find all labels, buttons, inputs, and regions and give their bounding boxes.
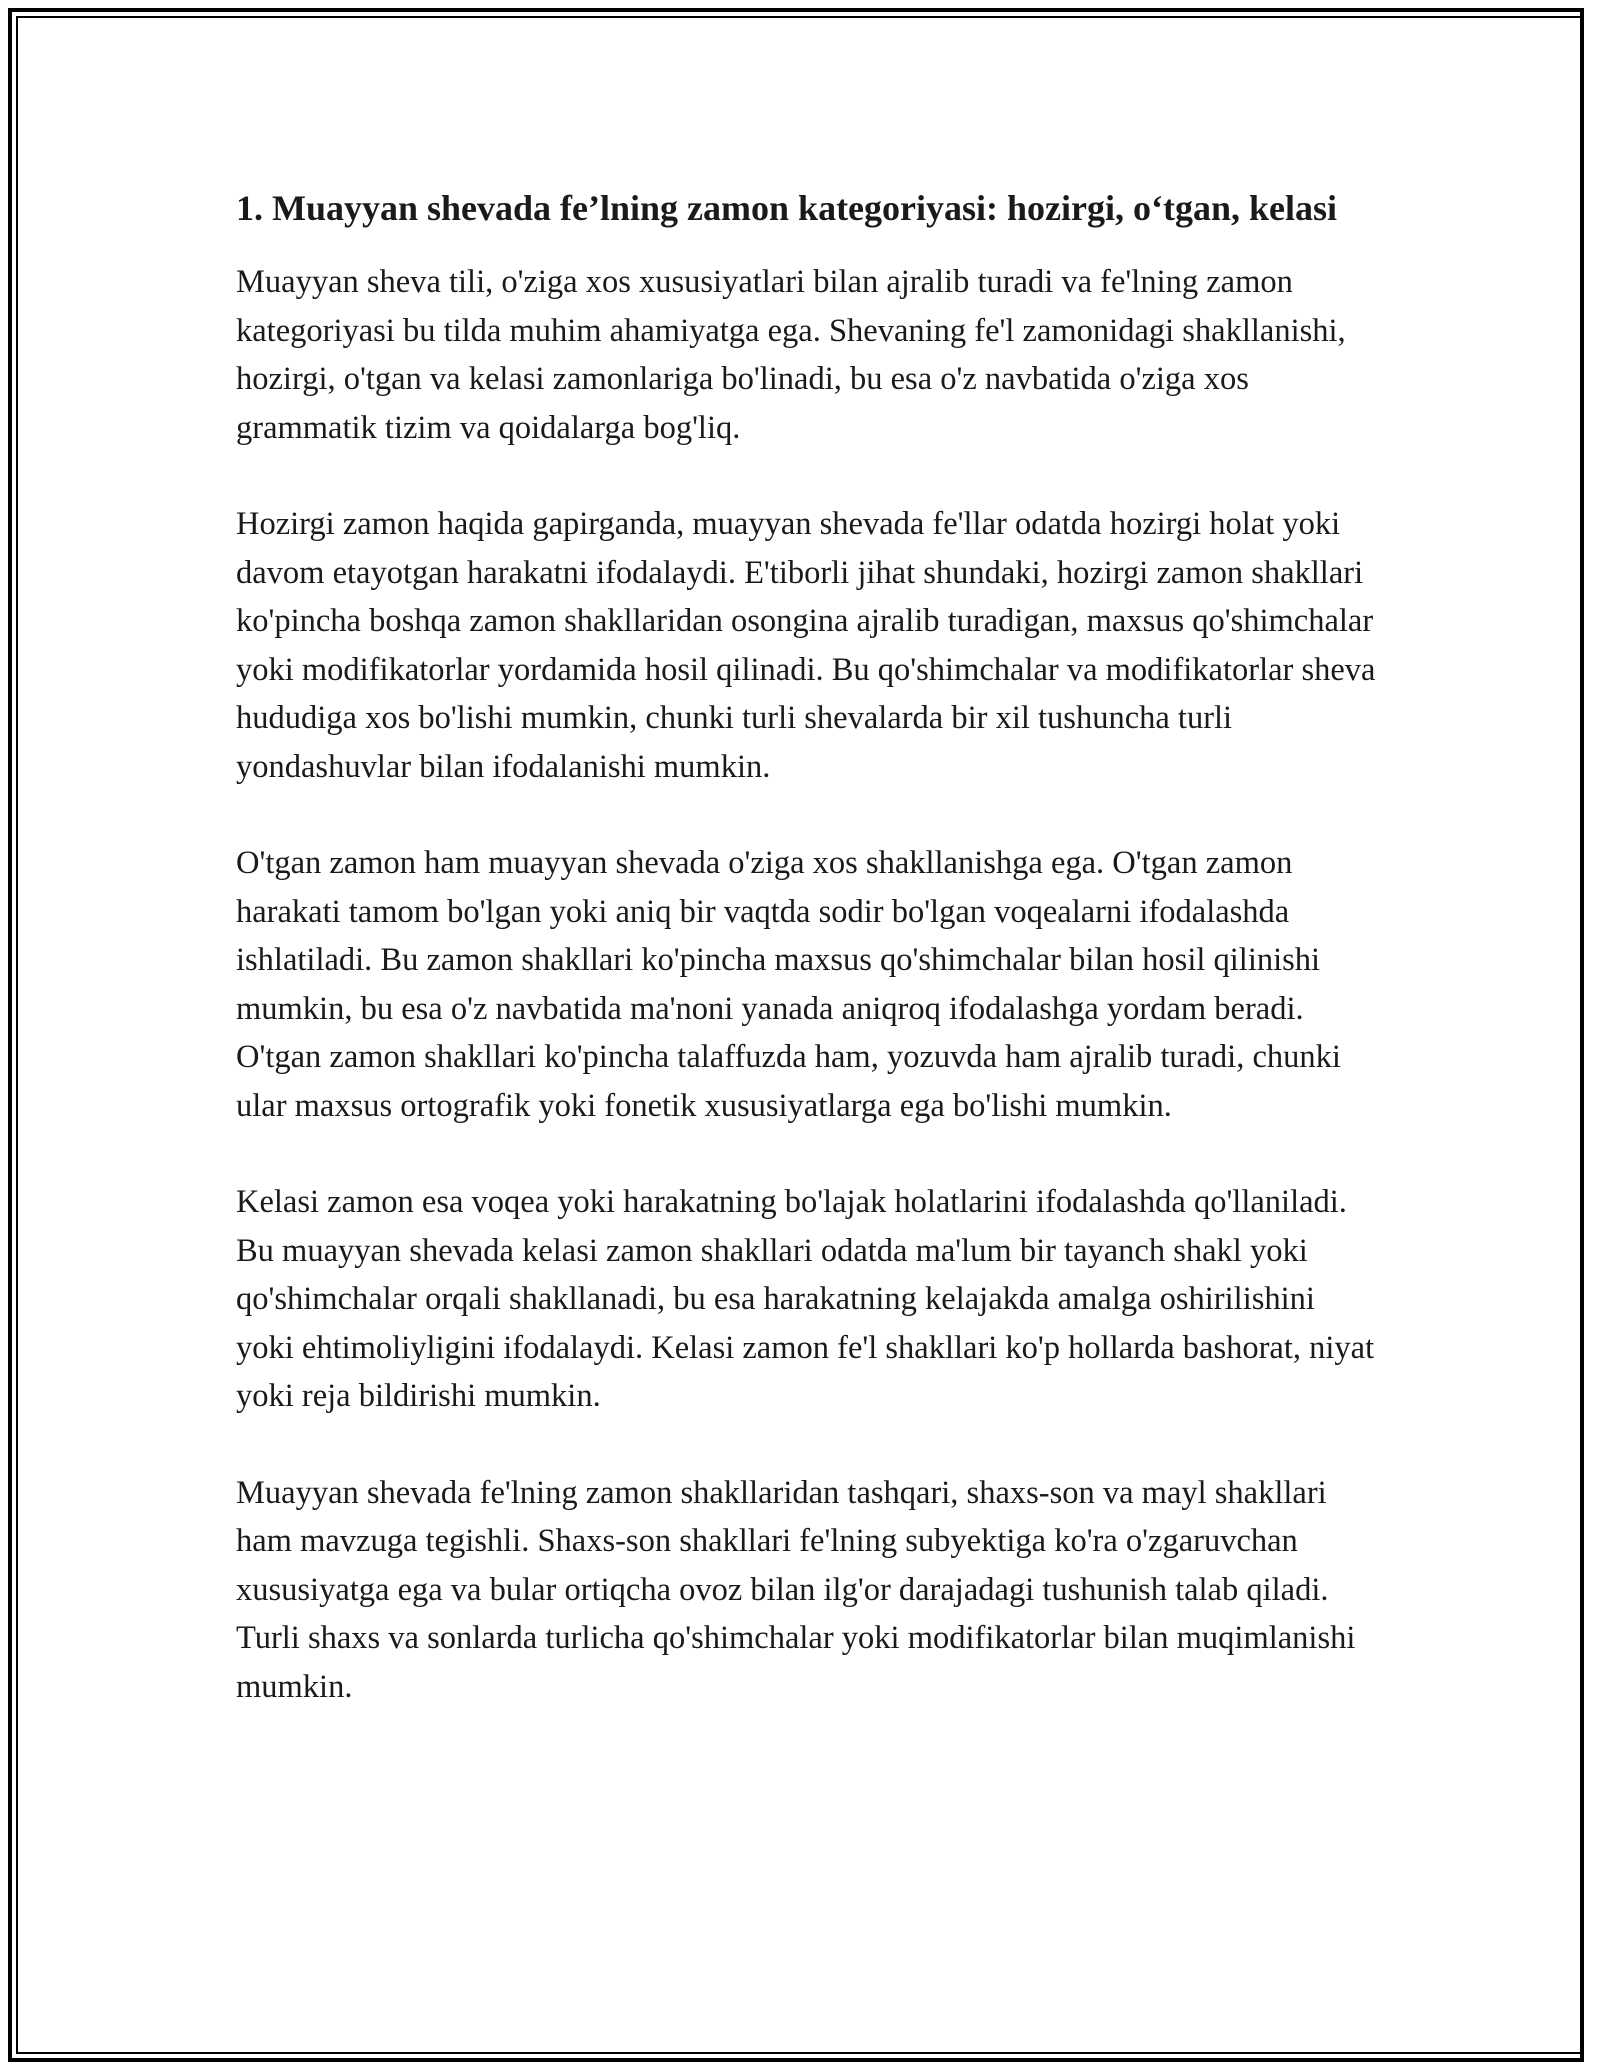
document-body — [236, 180, 1376, 1759]
paragraph-intro: Muayyan sheva tili, o'ziga xos xususiyatlari bilan ajralib turadi va fe'lning zamon kategoriyasi bu tilda muhim ahamiyatga ega. Shevaning fe'l zamonidagi shakllanishi, hozirgi, o'tgan va kelasi zamonlariga bo'linadi, bu esa o'z navbatida o'ziga xos grammatik tizim va qoidalarga bog'liq. — [236, 264, 1346, 446]
paragraph-person-number: Muayyan shevada fe'lning zamon shakllaridan tashqari, shaxs-son va mayl shakllari ham mavzuga tegishli. Shaxs-son shakllari fe'lning subyektiga ko'ra o'zgaruvchan xususiyatga ega va bular ortiqcha ovoz bilan ilg'or darajadagi tushunish talab qiladi. Turli shaxs va sonlarda turlicha qo'shimchalar yoki modifikatorlar bilan muqimlanishi mumkin. — [236, 1474, 1356, 1705]
section-heading: 1. Muayyan shevada fe’lning zamon kategoriyasi: hozirgi, o‘tgan, kelasi — [236, 188, 1338, 228]
paragraph-past-tense: O'tgan zamon ham muayyan shevada o'ziga xos shakllanishga ega. O'tgan zamon harakati tamom bo'lgan yoki aniq bir vaqtda sodir bo'lgan voqealarni ifodalashda ishlatiladi. Bu zamon shakllari ko'pincha maxsus qo'shimchalar bilan hosil qilinishi mumkin, bu esa o'z navbatida ma'noni yanada aniqroq ifodalashga yordam beradi. O'tgan zamon shakllari ko'pincha talaffuzda ham, yozuvda ham ajralib turadi, chunki ular maxsus ortografik yoki fonetik xususiyatlarga ega bo'lishi mumkin. — [236, 845, 1341, 1124]
paragraph-present-tense: Hozirgi zamon haqida gapirganda, muayyan shevada fe'llar odatda hozirgi holat yoki davom etayotgan harakatni ifodalaydi. E'tiborli jihat shundaki, hozirgi zamon shakllari ko'pincha boshqa zamon shakllaridan osongina ajralib turadigan, maxsus qo'shimchalar yoki modifikatorlar yordamida hosil qilinadi. Bu qo'shimchalar va modifikatorlar sheva hududiga xos bo'lishi mumkin, chunki turli shevalarda bir xil tushuncha turli yondashuvlar bilan ifodalanishi mumkin. — [236, 506, 1376, 785]
paragraph-future-tense: Kelasi zamon esa voqea yoki harakatning bo'lajak holatlarini ifodalashda qo'llaniladi. Bu muayyan shevada kelasi zamon shakllari odatda ma'lum bir tayanch shakl yoki qo'shimchalar orqali shakllanadi, bu esa harakatning kelajakda amalga oshirilishini yoki ehtimoliyligini ifodalaydi. Kelasi zamon fe'l shakllari ko'p hollarda bashorat, niyat yoki reja bildirishi mumkin. — [236, 1184, 1375, 1414]
